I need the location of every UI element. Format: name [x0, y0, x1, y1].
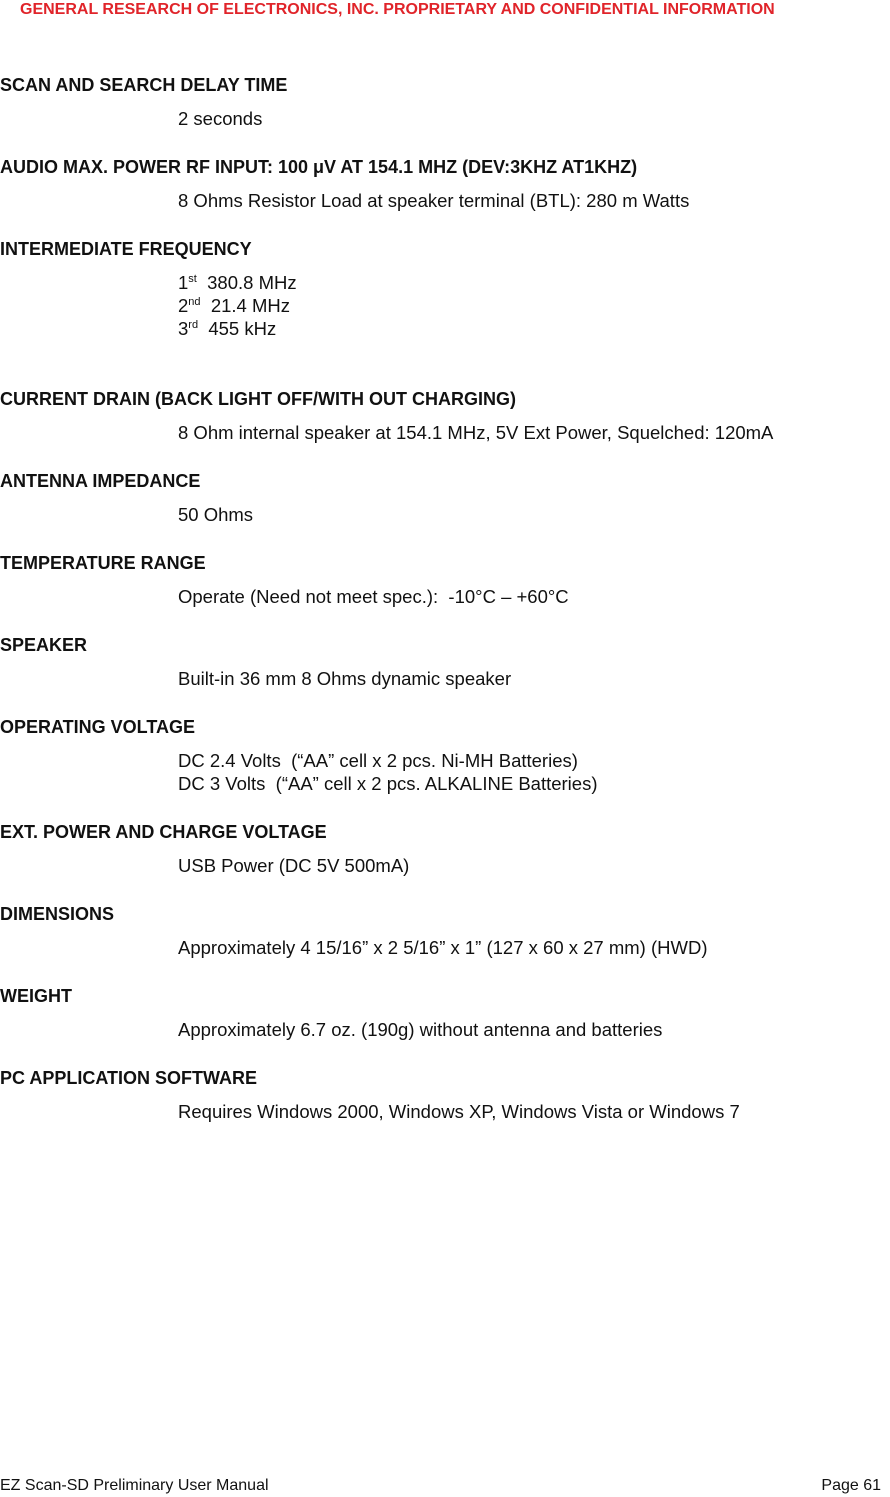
section-temperature-range	[0, 551, 880, 608]
section-body	[0, 585, 880, 608]
section-heading: ANTENNA IMPEDANCE	[0, 471, 201, 491]
section-ext-power	[0, 820, 880, 877]
spec-value: Approximately 6.7 oz. (190g) without antenna and batteries	[178, 1019, 663, 1040]
section-heading: INTERMEDIATE FREQUENCY	[0, 239, 252, 259]
spec-value: Requires Windows 2000, Windows XP, Windows Vista or Windows 7	[178, 1101, 740, 1122]
section-heading: DIMENSIONS	[0, 904, 115, 924]
if-item-1st	[178, 271, 880, 294]
if-value: 380.8 MHz	[196, 272, 297, 293]
section-body	[0, 503, 880, 526]
spec-value: 8 Ohms Resistor Load at speaker terminal (BTL): 280 m Watts	[178, 190, 690, 211]
section-body	[0, 189, 880, 212]
if-item-3rd	[178, 317, 880, 340]
spec-value: Built-in 36 mm 8 Ohms dynamic speaker	[178, 668, 512, 689]
section-antenna-impedance	[0, 469, 880, 526]
footer-manual-title: EZ Scan-SD Preliminary User Manual	[0, 1477, 269, 1494]
spec-value: Operate (Need not meet spec.): -10°C – +60°C	[178, 586, 569, 607]
section-current-drain	[0, 387, 880, 444]
section-operating-voltage	[0, 715, 880, 795]
section-intermediate-frequency	[0, 237, 880, 340]
if-ordinal-suffix: nd	[188, 296, 201, 308]
if-value: 455 kHz	[198, 318, 277, 339]
section-body	[0, 271, 880, 340]
spec-value: DC 2.4 Volts (“AA” cell x 2 pcs. Ni-MH Batteries)	[178, 750, 578, 771]
spec-value: Approximately 4 15/16” x 2 5/16” x 1” (127 x 60 x 27 mm) (HWD)	[178, 937, 708, 958]
if-ordinal: 2	[178, 295, 189, 316]
specifications-content	[0, 73, 880, 1148]
section-heading: WEIGHT	[0, 986, 72, 1006]
spec-value: DC 3 Volts (“AA” cell x 2 pcs. ALKALINE Batteries)	[178, 773, 598, 794]
section-heading: AUDIO MAX. POWER RF INPUT: 100 μV AT 154.1 MHZ (DEV:3KHZ AT1KHZ)	[0, 157, 638, 177]
section-heading: SPEAKER	[0, 635, 88, 655]
confidentiality-banner: GENERAL RESEARCH OF ELECTRONICS, INC. PROPRIETARY AND CONFIDENTIAL INFORMATION	[20, 1, 775, 18]
section-pc-software	[0, 1066, 880, 1123]
if-ordinal: 1	[178, 272, 189, 293]
section-body	[0, 854, 880, 877]
section-heading: TEMPERATURE RANGE	[0, 553, 206, 573]
spec-value: 2 seconds	[178, 108, 263, 129]
if-value: 21.4 MHz	[200, 295, 290, 316]
section-dimensions	[0, 902, 880, 959]
section-heading: PC APPLICATION SOFTWARE	[0, 1068, 258, 1088]
section-heading: CURRENT DRAIN (BACK LIGHT OFF/WITH OUT CHARGING)	[0, 389, 516, 409]
section-scan-delay	[0, 73, 880, 130]
section-weight	[0, 984, 880, 1041]
if-item-2nd	[178, 294, 880, 317]
section-body	[0, 1100, 880, 1123]
if-ordinal-suffix: st	[188, 273, 197, 285]
section-body	[0, 749, 880, 795]
section-body	[0, 936, 880, 959]
if-ordinal: 3	[178, 318, 189, 339]
section-heading: EXT. POWER AND CHARGE VOLTAGE	[0, 822, 327, 842]
section-body	[0, 107, 880, 130]
section-speaker	[0, 633, 880, 690]
section-body	[0, 1018, 880, 1041]
section-body	[0, 421, 880, 444]
if-ordinal-suffix: rd	[188, 319, 199, 331]
spec-value: 8 Ohm internal speaker at 154.1 MHz, 5V Ext Power, Squelched: 120mA	[178, 422, 774, 443]
section-heading: OPERATING VOLTAGE	[0, 717, 196, 737]
footer-page-number: Page 61	[821, 1477, 881, 1494]
section-heading: SCAN AND SEARCH DELAY TIME	[0, 75, 288, 95]
section-audio-power	[0, 155, 880, 212]
section-body	[0, 667, 880, 690]
spec-value: USB Power (DC 5V 500mA)	[178, 855, 410, 876]
spec-value: 50 Ohms	[178, 504, 254, 525]
